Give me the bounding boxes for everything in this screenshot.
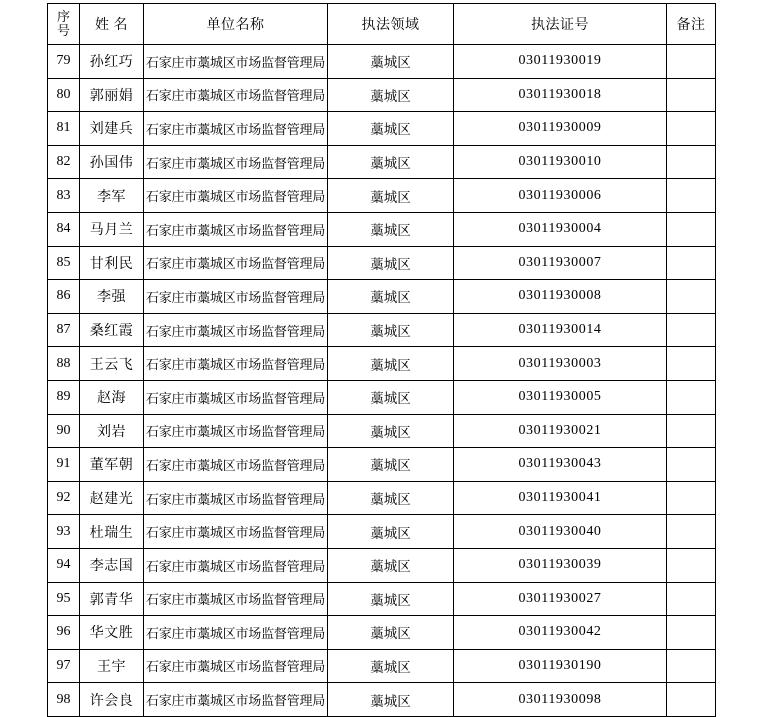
cell-sequence: 85 (48, 246, 80, 280)
document-page (0, 3, 762, 713)
cell-sequence: 86 (48, 280, 80, 314)
cell-certificate: 03011930042 (454, 616, 667, 650)
table-row (48, 481, 716, 515)
cell-field: 藁城区 (328, 616, 454, 650)
column-header-sequence-line2: 号 (56, 23, 70, 38)
cell-note (667, 548, 716, 582)
cell-name: 刘岩 (80, 414, 144, 448)
cell-unit: 石家庄市藁城区市场监督管理局 (144, 145, 328, 179)
cell-certificate: 03011930098 (454, 683, 667, 717)
cell-field: 藁城区 (328, 246, 454, 280)
cell-unit: 石家庄市藁城区市场监督管理局 (144, 582, 328, 616)
table-body (48, 45, 716, 717)
cell-certificate: 03011930010 (454, 145, 667, 179)
cell-sequence: 93 (48, 515, 80, 549)
cell-note (667, 616, 716, 650)
cell-sequence: 94 (48, 548, 80, 582)
table-row (48, 45, 716, 79)
cell-field: 藁城区 (328, 548, 454, 582)
cell-certificate: 03011930003 (454, 347, 667, 381)
table-row (48, 112, 716, 146)
cell-field: 藁城区 (328, 347, 454, 381)
cell-sequence: 80 (48, 78, 80, 112)
cell-certificate: 03011930043 (454, 448, 667, 482)
cell-sequence: 90 (48, 414, 80, 448)
column-header-sequence-line1: 序 (56, 9, 70, 25)
cell-unit: 石家庄市藁城区市场监督管理局 (144, 78, 328, 112)
cell-name: 华文胜 (80, 616, 144, 650)
cell-field: 藁城区 (328, 481, 454, 515)
table-row (48, 515, 716, 549)
cell-note (667, 313, 716, 347)
table-row (48, 347, 716, 381)
cell-sequence: 92 (48, 481, 80, 515)
cell-note (667, 78, 716, 112)
cell-name: 李志国 (80, 548, 144, 582)
law-enforcement-certificate-table (47, 3, 716, 717)
cell-unit: 石家庄市藁城区市场监督管理局 (144, 280, 328, 314)
table-row (48, 380, 716, 414)
cell-unit: 石家庄市藁城区市场监督管理局 (144, 179, 328, 213)
column-header-unit: 单位名称 (144, 4, 328, 45)
column-header-sequence (48, 4, 80, 45)
cell-note (667, 481, 716, 515)
table-row (48, 212, 716, 246)
cell-unit: 石家庄市藁城区市场监督管理局 (144, 347, 328, 381)
cell-name: 董军朝 (80, 448, 144, 482)
table-row (48, 616, 716, 650)
cell-note (667, 112, 716, 146)
cell-note (667, 280, 716, 314)
cell-certificate: 03011930004 (454, 212, 667, 246)
cell-unit: 石家庄市藁城区市场监督管理局 (144, 649, 328, 683)
cell-name: 杜瑞生 (80, 515, 144, 549)
cell-note (667, 380, 716, 414)
cell-unit: 石家庄市藁城区市场监督管理局 (144, 380, 328, 414)
cell-certificate: 03011930027 (454, 582, 667, 616)
cell-name: 孙国伟 (80, 145, 144, 179)
table-header-row (48, 4, 716, 45)
cell-name: 许会良 (80, 683, 144, 717)
cell-note (667, 179, 716, 213)
cell-name: 甘利民 (80, 246, 144, 280)
cell-field: 藁城区 (328, 45, 454, 79)
cell-field: 藁城区 (328, 448, 454, 482)
cell-note (667, 212, 716, 246)
cell-name: 马月兰 (80, 212, 144, 246)
cell-sequence: 83 (48, 179, 80, 213)
column-header-note: 备注 (667, 4, 716, 45)
cell-field: 藁城区 (328, 380, 454, 414)
table-row (48, 280, 716, 314)
table-header (48, 4, 716, 45)
cell-name: 李军 (80, 179, 144, 213)
cell-field: 藁城区 (328, 649, 454, 683)
cell-unit: 石家庄市藁城区市场监督管理局 (144, 414, 328, 448)
cell-sequence: 81 (48, 112, 80, 146)
cell-certificate: 03011930014 (454, 313, 667, 347)
cell-sequence: 96 (48, 616, 80, 650)
cell-name: 赵海 (80, 380, 144, 414)
cell-field: 藁城区 (328, 212, 454, 246)
cell-certificate: 03011930018 (454, 78, 667, 112)
cell-sequence: 95 (48, 582, 80, 616)
cell-field: 藁城区 (328, 582, 454, 616)
cell-name: 王宇 (80, 649, 144, 683)
cell-certificate: 03011930005 (454, 380, 667, 414)
cell-name: 赵建光 (80, 481, 144, 515)
table-row (48, 582, 716, 616)
cell-name: 刘建兵 (80, 112, 144, 146)
table-row (48, 414, 716, 448)
table-row (48, 313, 716, 347)
column-header-name: 姓 名 (80, 4, 144, 45)
cell-certificate: 03011930039 (454, 548, 667, 582)
table-row (48, 448, 716, 482)
cell-unit: 石家庄市藁城区市场监督管理局 (144, 616, 328, 650)
column-header-certificate: 执法证号 (454, 4, 667, 45)
cell-name: 李强 (80, 280, 144, 314)
table-row (48, 649, 716, 683)
cell-certificate: 03011930006 (454, 179, 667, 213)
cell-note (667, 347, 716, 381)
cell-name: 桑红霞 (80, 313, 144, 347)
cell-certificate: 03011930019 (454, 45, 667, 79)
cell-field: 藁城区 (328, 280, 454, 314)
table-row (48, 145, 716, 179)
cell-note (667, 246, 716, 280)
cell-sequence: 89 (48, 380, 80, 414)
cell-unit: 石家庄市藁城区市场监督管理局 (144, 112, 328, 146)
cell-unit: 石家庄市藁城区市场监督管理局 (144, 212, 328, 246)
cell-sequence: 87 (48, 313, 80, 347)
cell-sequence: 84 (48, 212, 80, 246)
cell-name: 王云飞 (80, 347, 144, 381)
cell-note (667, 414, 716, 448)
cell-sequence: 97 (48, 649, 80, 683)
cell-note (667, 45, 716, 79)
cell-name: 孙红巧 (80, 45, 144, 79)
table-row (48, 548, 716, 582)
cell-certificate: 03011930041 (454, 481, 667, 515)
cell-name: 郭青华 (80, 582, 144, 616)
cell-certificate: 03011930021 (454, 414, 667, 448)
cell-field: 藁城区 (328, 515, 454, 549)
cell-unit: 石家庄市藁城区市场监督管理局 (144, 683, 328, 717)
cell-unit: 石家庄市藁城区市场监督管理局 (144, 313, 328, 347)
cell-sequence: 98 (48, 683, 80, 717)
cell-note (667, 448, 716, 482)
cell-sequence: 79 (48, 45, 80, 79)
cell-certificate: 03011930009 (454, 112, 667, 146)
cell-field: 藁城区 (328, 683, 454, 717)
cell-certificate: 03011930190 (454, 649, 667, 683)
cell-field: 藁城区 (328, 313, 454, 347)
table-row (48, 179, 716, 213)
table-row (48, 246, 716, 280)
cell-field: 藁城区 (328, 179, 454, 213)
cell-note (667, 649, 716, 683)
cell-field: 藁城区 (328, 78, 454, 112)
cell-sequence: 82 (48, 145, 80, 179)
cell-certificate: 03011930008 (454, 280, 667, 314)
cell-note (667, 582, 716, 616)
cell-field: 藁城区 (328, 145, 454, 179)
table-row (48, 683, 716, 717)
cell-field: 藁城区 (328, 112, 454, 146)
cell-unit: 石家庄市藁城区市场监督管理局 (144, 548, 328, 582)
cell-note (667, 515, 716, 549)
cell-certificate: 03011930007 (454, 246, 667, 280)
cell-unit: 石家庄市藁城区市场监督管理局 (144, 481, 328, 515)
cell-unit: 石家庄市藁城区市场监督管理局 (144, 515, 328, 549)
cell-field: 藁城区 (328, 414, 454, 448)
table-row (48, 78, 716, 112)
cell-note (667, 145, 716, 179)
cell-certificate: 03011930040 (454, 515, 667, 549)
cell-unit: 石家庄市藁城区市场监督管理局 (144, 246, 328, 280)
cell-unit: 石家庄市藁城区市场监督管理局 (144, 448, 328, 482)
column-header-field: 执法领域 (328, 4, 454, 45)
cell-sequence: 88 (48, 347, 80, 381)
cell-unit: 石家庄市藁城区市场监督管理局 (144, 45, 328, 79)
cell-sequence: 91 (48, 448, 80, 482)
cell-name: 郭丽娟 (80, 78, 144, 112)
cell-note (667, 683, 716, 717)
